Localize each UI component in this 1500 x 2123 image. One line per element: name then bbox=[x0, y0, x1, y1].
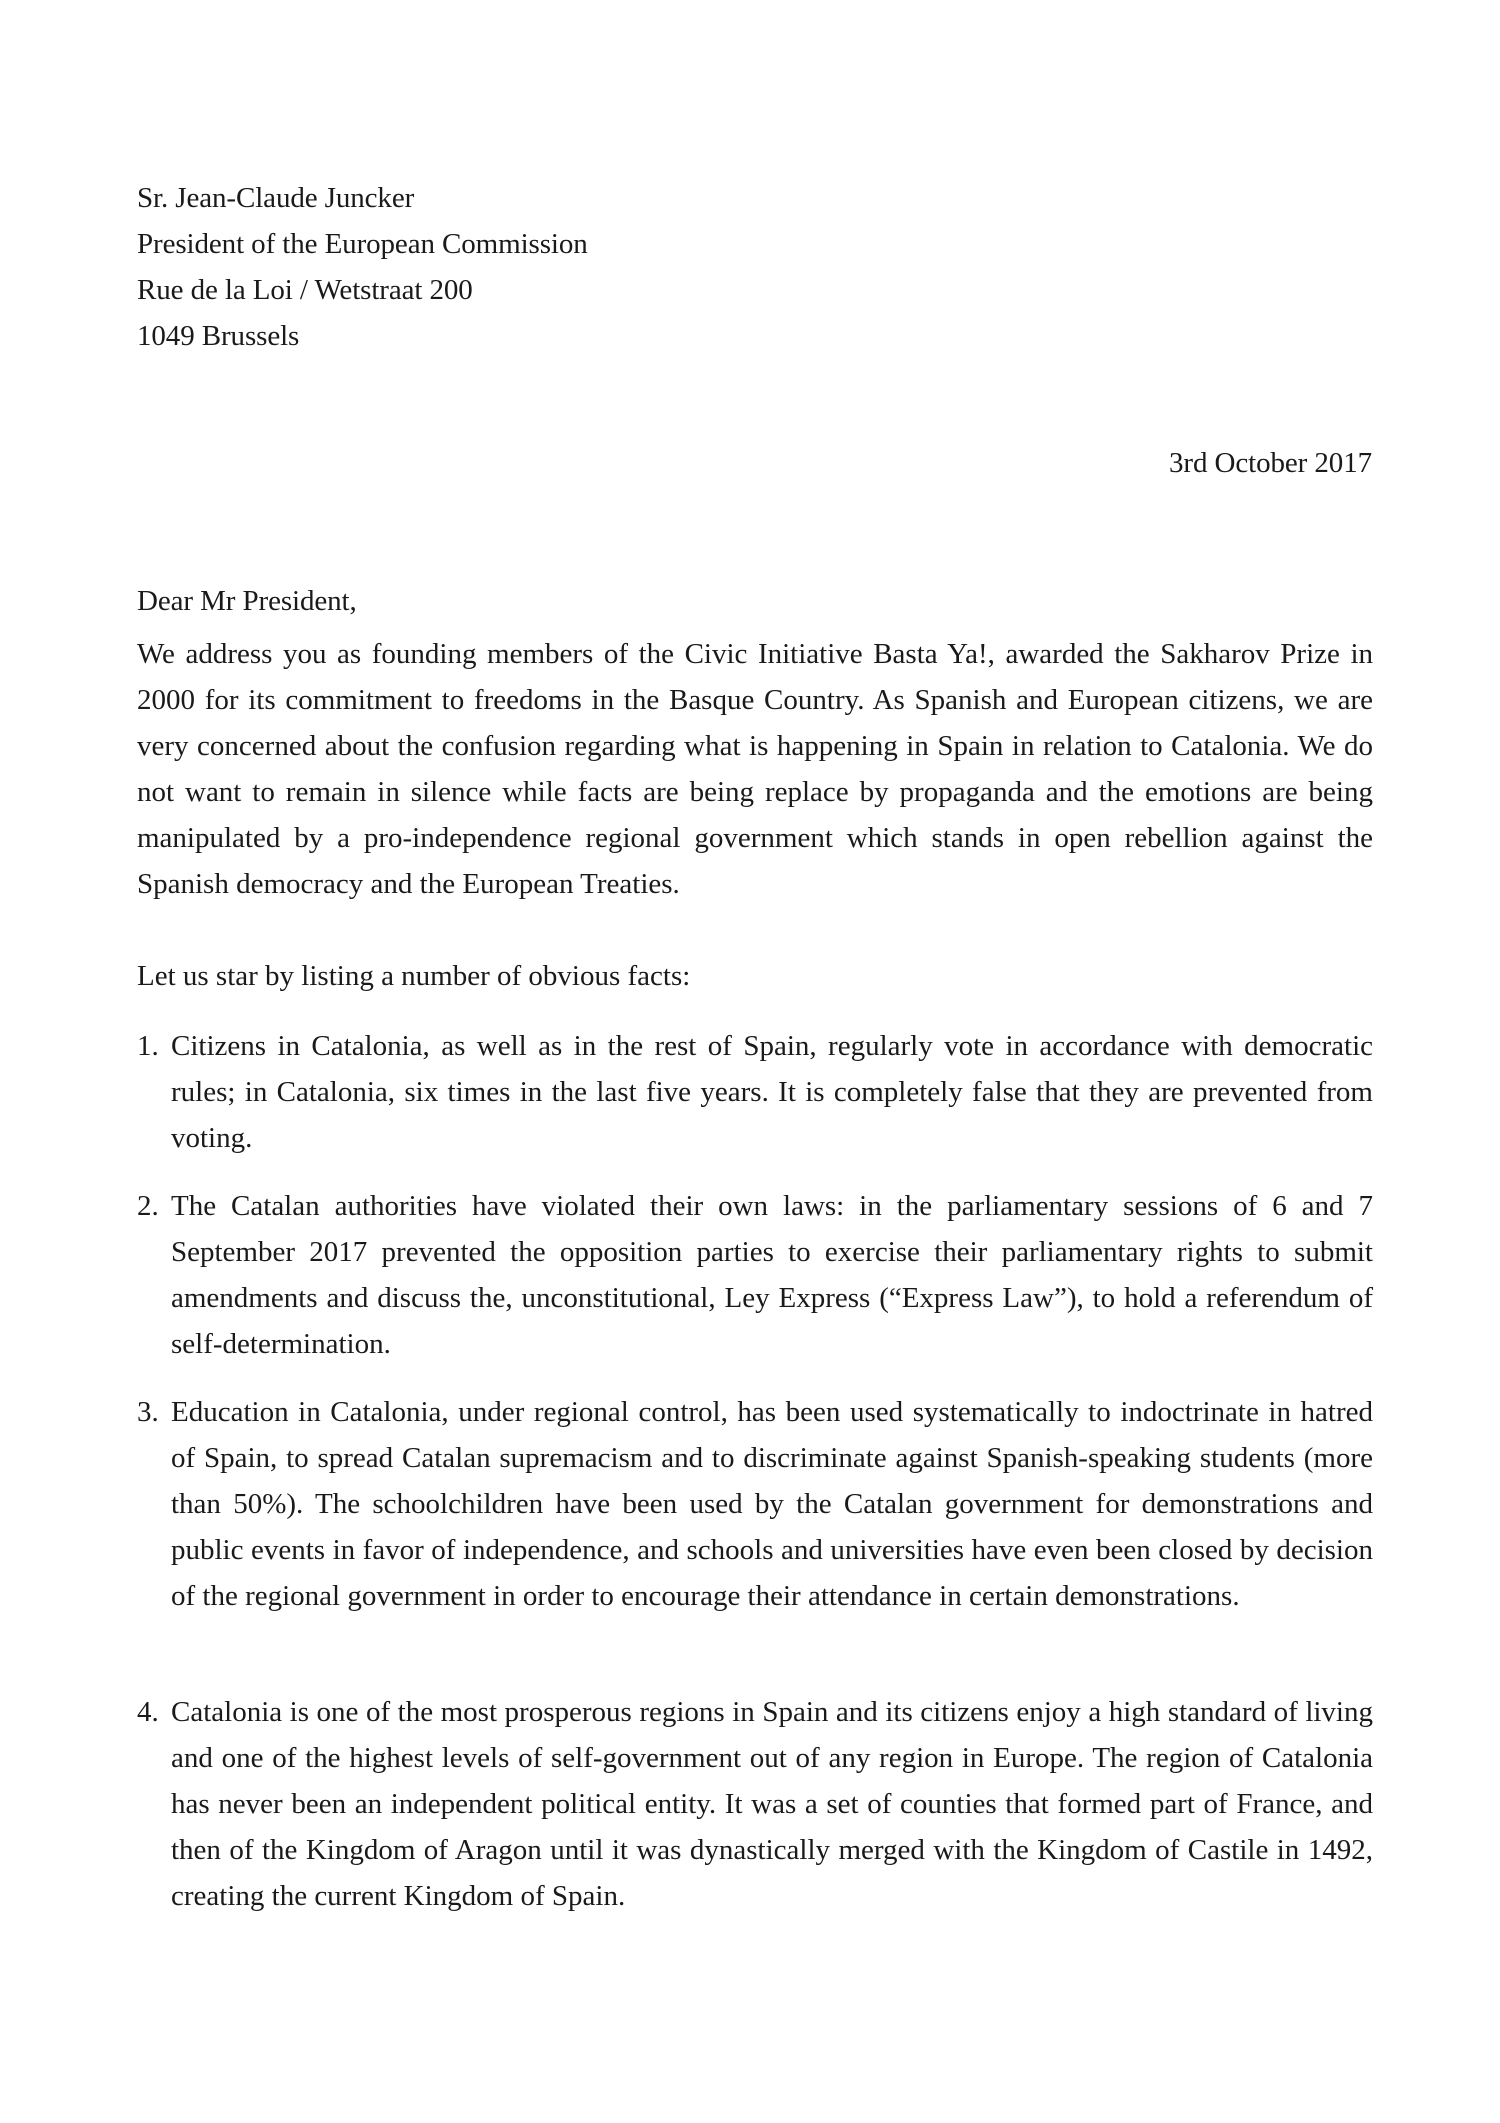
fact-text: Education in Catalonia, under regional control, has been used systematically to indoctrinate in hatred of Spain, to spread Catalan supremacism and to discriminate against Spanish-speaking students (more than 50%). The schoolchildren have been used by the Catalan government for demonstrations and public events in favor of independence, and schools and universities have even been closed by decision of the regional government in order to encourage their attendance in certain demonstrations. bbox=[171, 1396, 1373, 1612]
letter-date: 3rd October 2017 bbox=[1169, 447, 1372, 479]
intro-paragraph: We address you as founding members of the Civic Initiative Basta Ya!, awarded the Sakharov Prize in 2000 for its commitment to freedoms in the Basque Country. As Spanish and European citizens, we are very concerned about the confusion regarding what is happening in Spain in relation to Catalonia. We do not want to remain in silence while facts are being replace by propaganda and the emotions are being manipulated by a pro-independence regional government which stands in open rebellion against the Spanish democracy and the European Treaties. bbox=[137, 638, 1373, 900]
fact-item-3 bbox=[137, 1389, 1373, 1619]
recipient-name: Sr. Jean-Claude Juncker bbox=[137, 182, 415, 214]
salutation: Dear Mr President, bbox=[137, 585, 357, 617]
fact-text: Citizens in Catalonia, as well as in the rest of Spain, regularly vote in accordance with democratic rules; in Catalonia, six times in the last five years. It is completely false that they are prevented from voting. bbox=[171, 1030, 1373, 1154]
fact-number: 3. bbox=[137, 1396, 159, 1428]
fact-item-1 bbox=[137, 1023, 1373, 1161]
recipient-street: Rue de la Loi / Wetstraat 200 bbox=[137, 274, 473, 306]
fact-item-4 bbox=[137, 1689, 1373, 1919]
fact-number: 4. bbox=[137, 1696, 159, 1728]
recipient-title: President of the European Commission bbox=[137, 228, 588, 260]
fact-number: 1. bbox=[137, 1030, 159, 1062]
list-intro: Let us star by listing a number of obvious facts: bbox=[137, 960, 691, 992]
fact-text: The Catalan authorities have violated their own laws: in the parliamentary sessions of 6 and 7 September 2017 prevented the opposition parties to exercise their parliamentary rights to submit amendments and discuss the, unconstitutional, Ley Express (“Express Law”), to hold a referendum of self-determination. bbox=[171, 1190, 1373, 1360]
fact-text: Catalonia is one of the most prosperous regions in Spain and its citizens enjoy a high standard of living and one of the highest levels of self-government out of any region in Europe. The region of Catalonia has never been an independent political entity. It was a set of counties that formed part of France, and then of the Kingdom of Aragon until it was dynastically merged with the Kingdom of Castile in 1492, creating the current Kingdom of Spain. bbox=[171, 1696, 1373, 1912]
fact-number: 2. bbox=[137, 1190, 159, 1222]
recipient-city: 1049 Brussels bbox=[137, 320, 300, 352]
fact-item-2 bbox=[137, 1183, 1373, 1367]
